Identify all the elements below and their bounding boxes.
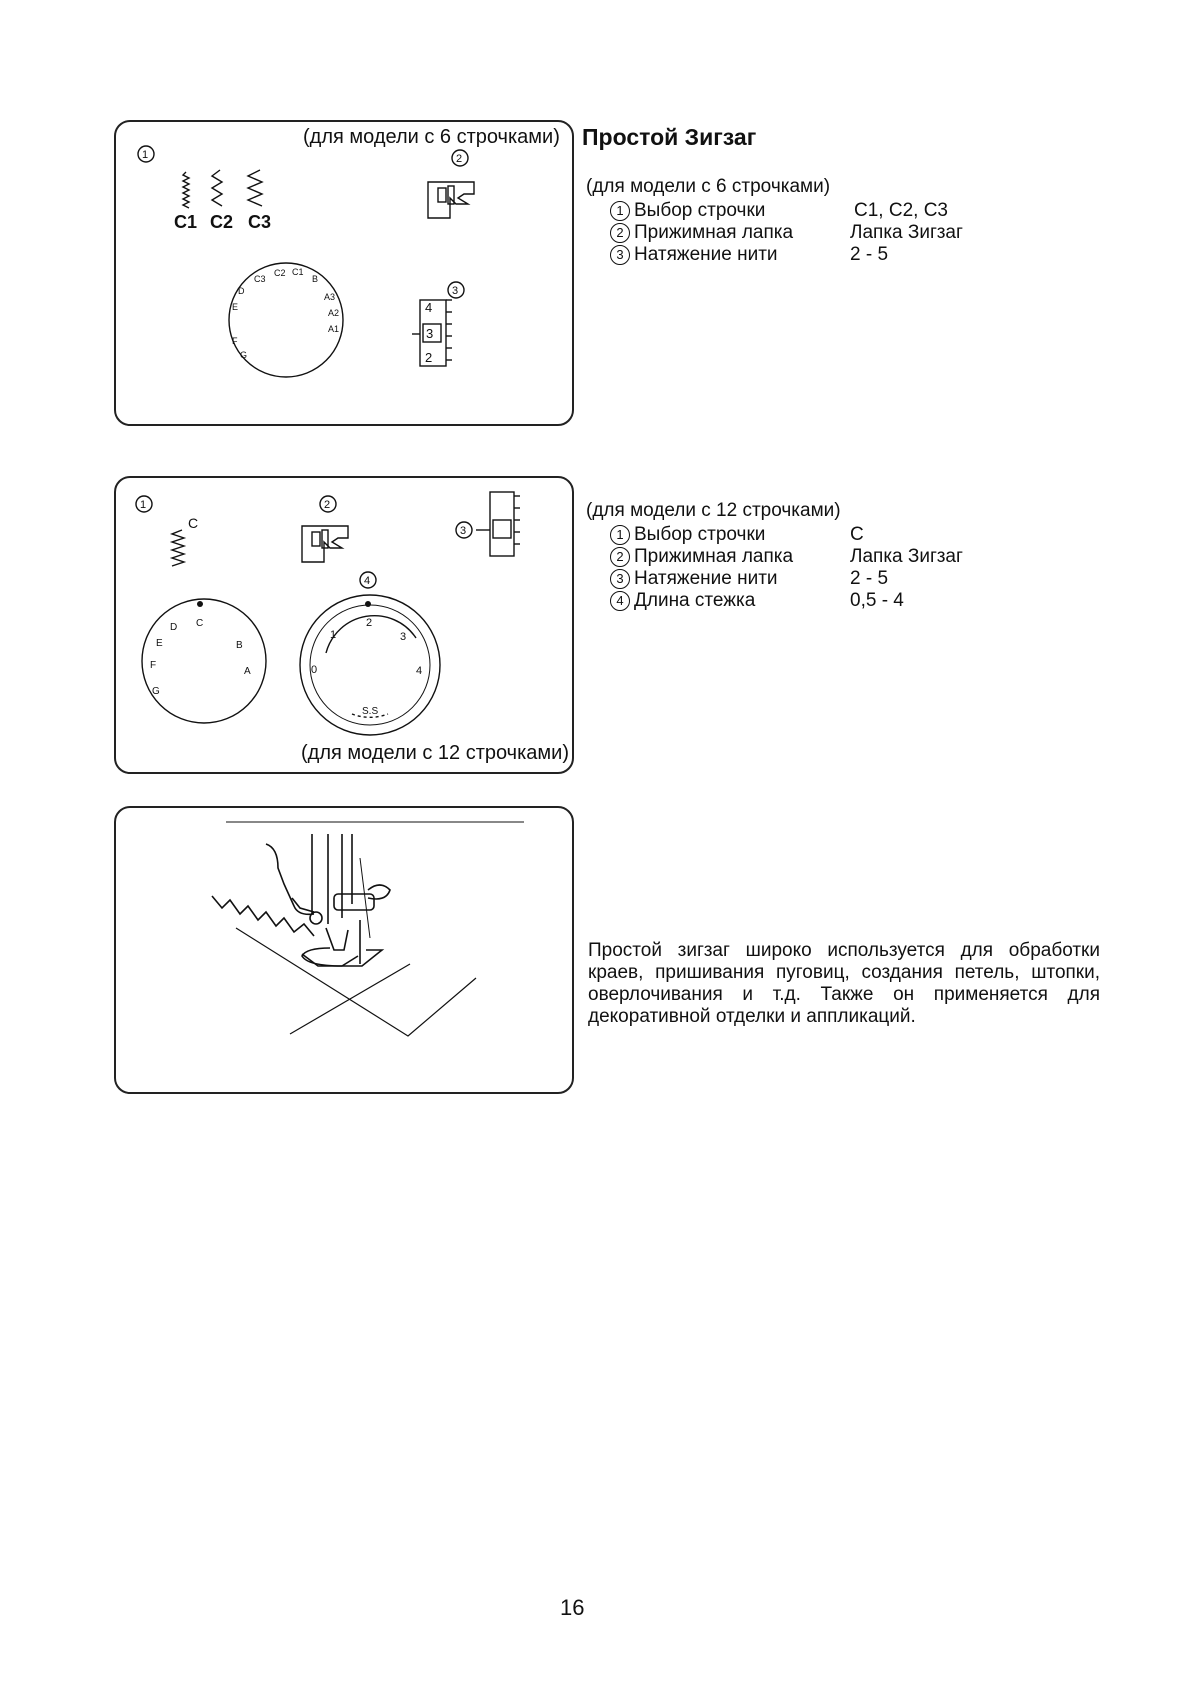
row-number: 3 (610, 569, 630, 589)
zigzag-foot-icon (428, 182, 474, 218)
settings-row (586, 524, 1006, 546)
row-value: Лапка Зигзаг (850, 222, 963, 243)
row-label: Длина стежка (634, 590, 756, 611)
row-number: 2 (610, 223, 630, 243)
row-number: 1 (610, 201, 630, 221)
description-paragraph: Простой зигзаг широко используется для обработки краев, пришивания пуговиц, создания петель, штопки, оверлочивания и т.д. Также он применяется для декоративной отделки и аппликаций. (588, 940, 1100, 1027)
panel-foot-illustration (114, 806, 574, 1094)
settings-6-stitch (586, 176, 1006, 266)
settings-row (586, 546, 1006, 568)
row-number: 4 (610, 591, 630, 611)
panel-6-stitch (114, 120, 574, 426)
model-6-label: (для модели с 6 строчками) (586, 176, 831, 197)
panel-12-caption: (для модели с 12 строчками) (301, 742, 569, 764)
dial-label-c: C (196, 618, 204, 629)
dial-label-g: G (240, 350, 248, 360)
row-label: Натяжение нити (634, 568, 778, 589)
dial-label-e: E (232, 302, 239, 312)
row-value: 0,5 - 4 (850, 590, 904, 611)
row-value: Лапка Зигзаг (850, 546, 963, 567)
dial-label-c2: C2 (274, 268, 286, 278)
panel-12-stitch (114, 476, 574, 774)
marker-1-text: 1 (140, 499, 147, 511)
settings-12-stitch (586, 500, 1006, 612)
length-label-ss: S.S (362, 706, 379, 717)
dial-label-c3: C3 (254, 274, 266, 284)
stitch-label-c: C (188, 515, 199, 531)
settings-row (586, 200, 1006, 222)
marker-3-text: 3 (452, 285, 459, 297)
dial-label-a1: A1 (328, 324, 340, 334)
settings-row (586, 568, 1006, 590)
tension-3: 3 (426, 326, 434, 341)
settings-row (586, 222, 1006, 244)
dial-label-a: A (244, 666, 251, 677)
page-title: Простой Зигзаг (582, 124, 757, 150)
row-label: Прижимная лапка (634, 546, 794, 567)
dial-label-d: D (238, 286, 245, 296)
marker-1-text: 1 (142, 149, 149, 161)
tension-2: 2 (425, 350, 433, 365)
zigzag-foot-icon (302, 526, 348, 562)
settings-row (586, 590, 1006, 612)
panel-6-caption: (для модели с 6 строчками) (303, 126, 560, 148)
dial-label-f: F (232, 336, 238, 346)
marker-4-text: 4 (364, 575, 371, 587)
page-number: 16 (560, 1595, 585, 1620)
dial-label-c1: C1 (292, 267, 304, 277)
settings-row (586, 244, 1006, 266)
stitch-c2-icon (212, 170, 222, 206)
row-label: Выбор строчки (634, 524, 766, 545)
stitch-c-icon (172, 530, 184, 566)
tension-4: 4 (425, 300, 433, 315)
stitch-c1-icon (183, 172, 189, 208)
dial-label-b: B (312, 274, 319, 284)
stitch-label-c2: C2 (210, 212, 234, 232)
sewing-foot-icon (116, 808, 572, 1092)
length-label-3: 3 (400, 631, 407, 643)
length-label-1: 1 (330, 629, 337, 641)
dial-label-f: F (150, 660, 157, 671)
row-value: C (850, 524, 864, 545)
row-number: 2 (610, 547, 630, 567)
length-label-4: 4 (416, 665, 423, 677)
row-value: C1, C2, C3 (854, 200, 948, 221)
stitch-c3-icon (248, 170, 262, 206)
dial-label-a3: A3 (324, 292, 336, 302)
panel-12-illustration (116, 478, 572, 772)
stitch-label-c3: C3 (248, 212, 272, 232)
row-label: Прижимная лапка (634, 222, 794, 243)
row-label: Выбор строчки (634, 200, 766, 221)
dial-label-d: D (170, 622, 178, 633)
row-value: 2 - 5 (850, 568, 889, 589)
dial-label-g: G (152, 686, 160, 697)
model-12-label: (для модели с 12 строчками) (586, 500, 841, 521)
row-number: 3 (610, 245, 630, 265)
stitch-label-c1: C1 (174, 212, 198, 232)
marker-2-text: 2 (456, 153, 463, 165)
length-label-0: 0 (311, 664, 318, 676)
row-number: 1 (610, 525, 630, 545)
marker-3-text: 3 (460, 525, 467, 537)
panel-6-illustration (116, 122, 572, 424)
dial-label-e: E (156, 638, 163, 649)
marker-2-text: 2 (324, 499, 331, 511)
row-label: Натяжение нити (634, 244, 778, 265)
length-label-2: 2 (366, 617, 373, 629)
row-value: 2 - 5 (850, 244, 889, 265)
pattern-dial-icon (142, 599, 266, 723)
dial-label-a2: A2 (328, 308, 340, 318)
dial-label-b: B (236, 640, 243, 651)
